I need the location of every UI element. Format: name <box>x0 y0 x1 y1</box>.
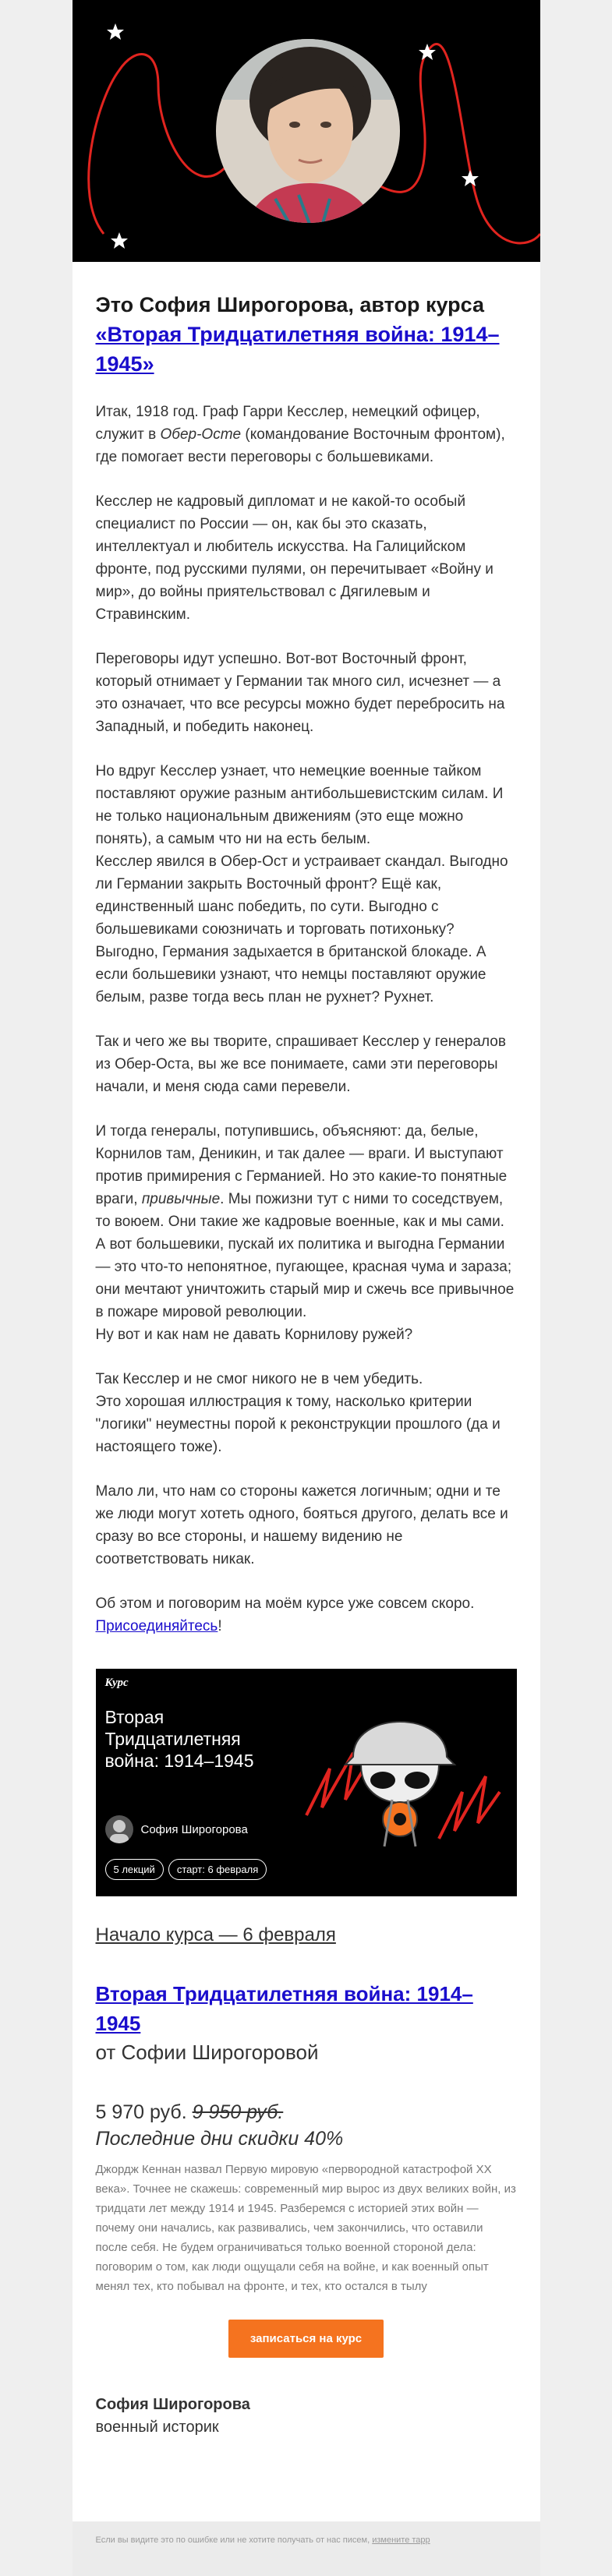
paragraph-6 <box>96 1120 517 1346</box>
banner-pills <box>105 1859 267 1880</box>
banner-title: Вторая Тридцатилетняя война: 1914–1945 <box>104 1707 254 1771</box>
signature-role: военный историк <box>95 2419 219 2436</box>
course-name-link[interactable]: Вторая Тридцатилетняя война: 1914–1945 <box>95 1982 473 2035</box>
signature-name: София Широгорова <box>95 2396 250 2413</box>
course-description: Джордж Кеннан назвал Первую мировую «первородной катастрофой XX века». Точнее не скажешь: современный мир вырос из двух великих войн, из тридцати лет между 1914 и 1945. Разберемся с историей этих войн — почему они начались, как развивались, чем закончились, что оставили после себя. Не будем ограничиваться только военной стороной дела: поговорим о том, как люди ощущали себя на войне, и как военный опыт менял тех, кто побывал на фронте, и тех, кто остался в тылу <box>95 2163 516 2293</box>
hero-illustration <box>73 0 540 262</box>
hero-banner <box>73 0 540 262</box>
star-icon <box>111 232 128 249</box>
p6-emphasis: привычные <box>141 1191 221 1207</box>
p6-text-d: Ну вот и как нам не давать Корнилову ружей? <box>95 1327 413 1343</box>
paragraph-4 <box>96 760 517 1009</box>
paragraph-7 <box>96 1368 517 1458</box>
p6-text-c: А вот большевики, пускай их политика и выгодна Германии — это что-то непонятное, пугающее, красная чума и зараза; они мечтают уничтожить старый мир и сжечь все привычное в пожаре мировой революции. <box>95 1236 515 1320</box>
price-current: 5 970 руб. <box>95 2101 193 2123</box>
p4-text: Но вдруг Кесслер узнает, что немецкие военные тайком поставляют оружие разным антибольшевистским силам. И не только национальным движениям (это еще можно понять), а самым что ни на есть белым. <box>95 763 504 847</box>
course-start-date: Начало курса — 6 февраля <box>95 1924 336 1945</box>
course-author: от Софии Широгоровой <box>95 2041 319 2064</box>
avatar <box>105 1815 133 1843</box>
star-icon <box>462 170 479 186</box>
start-pill: старт: 6 февраля <box>168 1859 267 1880</box>
page-title <box>96 290 517 379</box>
price <box>96 2099 517 2125</box>
lectures-pill: 5 лекций <box>105 1859 164 1880</box>
p1-emphasis: Обер-Осте <box>160 426 242 443</box>
p7-text: Так Кесслер и не смог никого не в чем убедить. <box>95 1371 423 1387</box>
p1-text-b: (командование Восточным фронтом), где помогает вести переговоры с большевиками. <box>95 426 505 465</box>
unsubscribe-link[interactable]: измените тарр <box>372 2535 430 2545</box>
footer-text: Если вы видите это по ошибке или не хотите получать от нас писем, <box>95 2535 373 2545</box>
title-prefix: Это София Широгорова, автор курса <box>95 293 485 316</box>
soldier-gasmask-illustration <box>299 1683 501 1885</box>
course-title-link[interactable]: «Вторая Тридцатилетняя война: 1914–1945» <box>95 323 500 376</box>
paragraph-3: Переговоры идут успешно. Вот-вот Восточный фронт, который отнимает у Германии так много сил, исчезнет — а это означает, что все ресурсы можно будет перебросить на Западный, и победить наконец. <box>95 651 505 735</box>
banner-author <box>105 1815 248 1843</box>
cta-wrapper <box>96 2320 517 2358</box>
p6-text-b: . Мы пожизни тут с ними то соседствуем, то воюем. Они такие же кадровые военные, как и мы сами. <box>95 1191 504 1230</box>
discount-note: Последние дни скидки 40% <box>95 2128 344 2150</box>
signup-button[interactable]: записаться на курс <box>228 2320 384 2358</box>
p9-text: Об этом и поговорим на моём курсе уже совсем скоро. <box>95 1595 475 1612</box>
paragraph-8: Мало ли, что нам со стороны кажется логичным; одни и те же люди могут хотеть одного, бояться другого, делать все и сразу во все стороны, и нашему видению не соответствовать никак. <box>95 1483 508 1567</box>
paragraph-9 <box>96 1592 517 1638</box>
paragraph-2: Кесслер не кадровый дипломат и не какой-то особый специалист по России — он, как бы это сказать, интеллектуал и любитель искусства. На Галицийском фронте, под русскими пулями, он перечитывает «Войну и мир», до войны приятельствовал с Дягилевым и Стравинским. <box>95 493 493 623</box>
p7b-text: Это хорошая иллюстрация к тому, насколько критерии "логики" неуместны порой к реконструкции прошлого (да и настоящего тоже). <box>95 1394 501 1455</box>
paragraph-5: Так и чего же вы творите, спрашивает Кесслер у генералов из Обер-Оста, вы же все понимаете, сами эти переговоры начали, и меня сюда сами перевели. <box>95 1034 506 1095</box>
course-name <box>96 1979 517 2038</box>
star-icon <box>107 23 124 40</box>
banner-author-name: София Широгорова <box>140 1822 248 1836</box>
paragraph-1 <box>96 401 517 468</box>
avatar-icon <box>105 1815 133 1843</box>
p1-text-a: Итак, 1918 год. Граф Гарри Кесслер, немецкий офицер, служит в <box>95 404 480 443</box>
p9-end: ! <box>218 1618 222 1634</box>
course-banner[interactable] <box>96 1669 517 1896</box>
article-body <box>73 290 540 2439</box>
banner-kurs-label: Курс <box>104 1677 129 1689</box>
p4b-text: Кесслер явился в Обер-Ост и устраивает скандал. Выгодно ли Германии закрыть Восточный фронт? Ещё как, единственный шанс победить, по сути. Выгодно с большевиками союзничать и торговать потихоньку? Выгодно, Германия задыхается в британской блокаде. А если большевики узнают, что немцы поставляют оружие белым, разве тогда весь план не рухнет? Рухнет. <box>95 853 508 1005</box>
join-link[interactable]: Присоединяйтесь <box>95 1618 218 1634</box>
price-old: 9 950 руб. <box>192 2101 284 2123</box>
author-portrait <box>213 37 404 234</box>
email-page <box>73 0 540 2576</box>
footer <box>73 2521 540 2576</box>
p6-text-a: И тогда генералы, потупившись, объясняют: да, белые, Корнилов там, Деникин, и так далее — враги. И выступают против примирения с Германией. Но это какие-то понятные враги, <box>95 1123 508 1207</box>
